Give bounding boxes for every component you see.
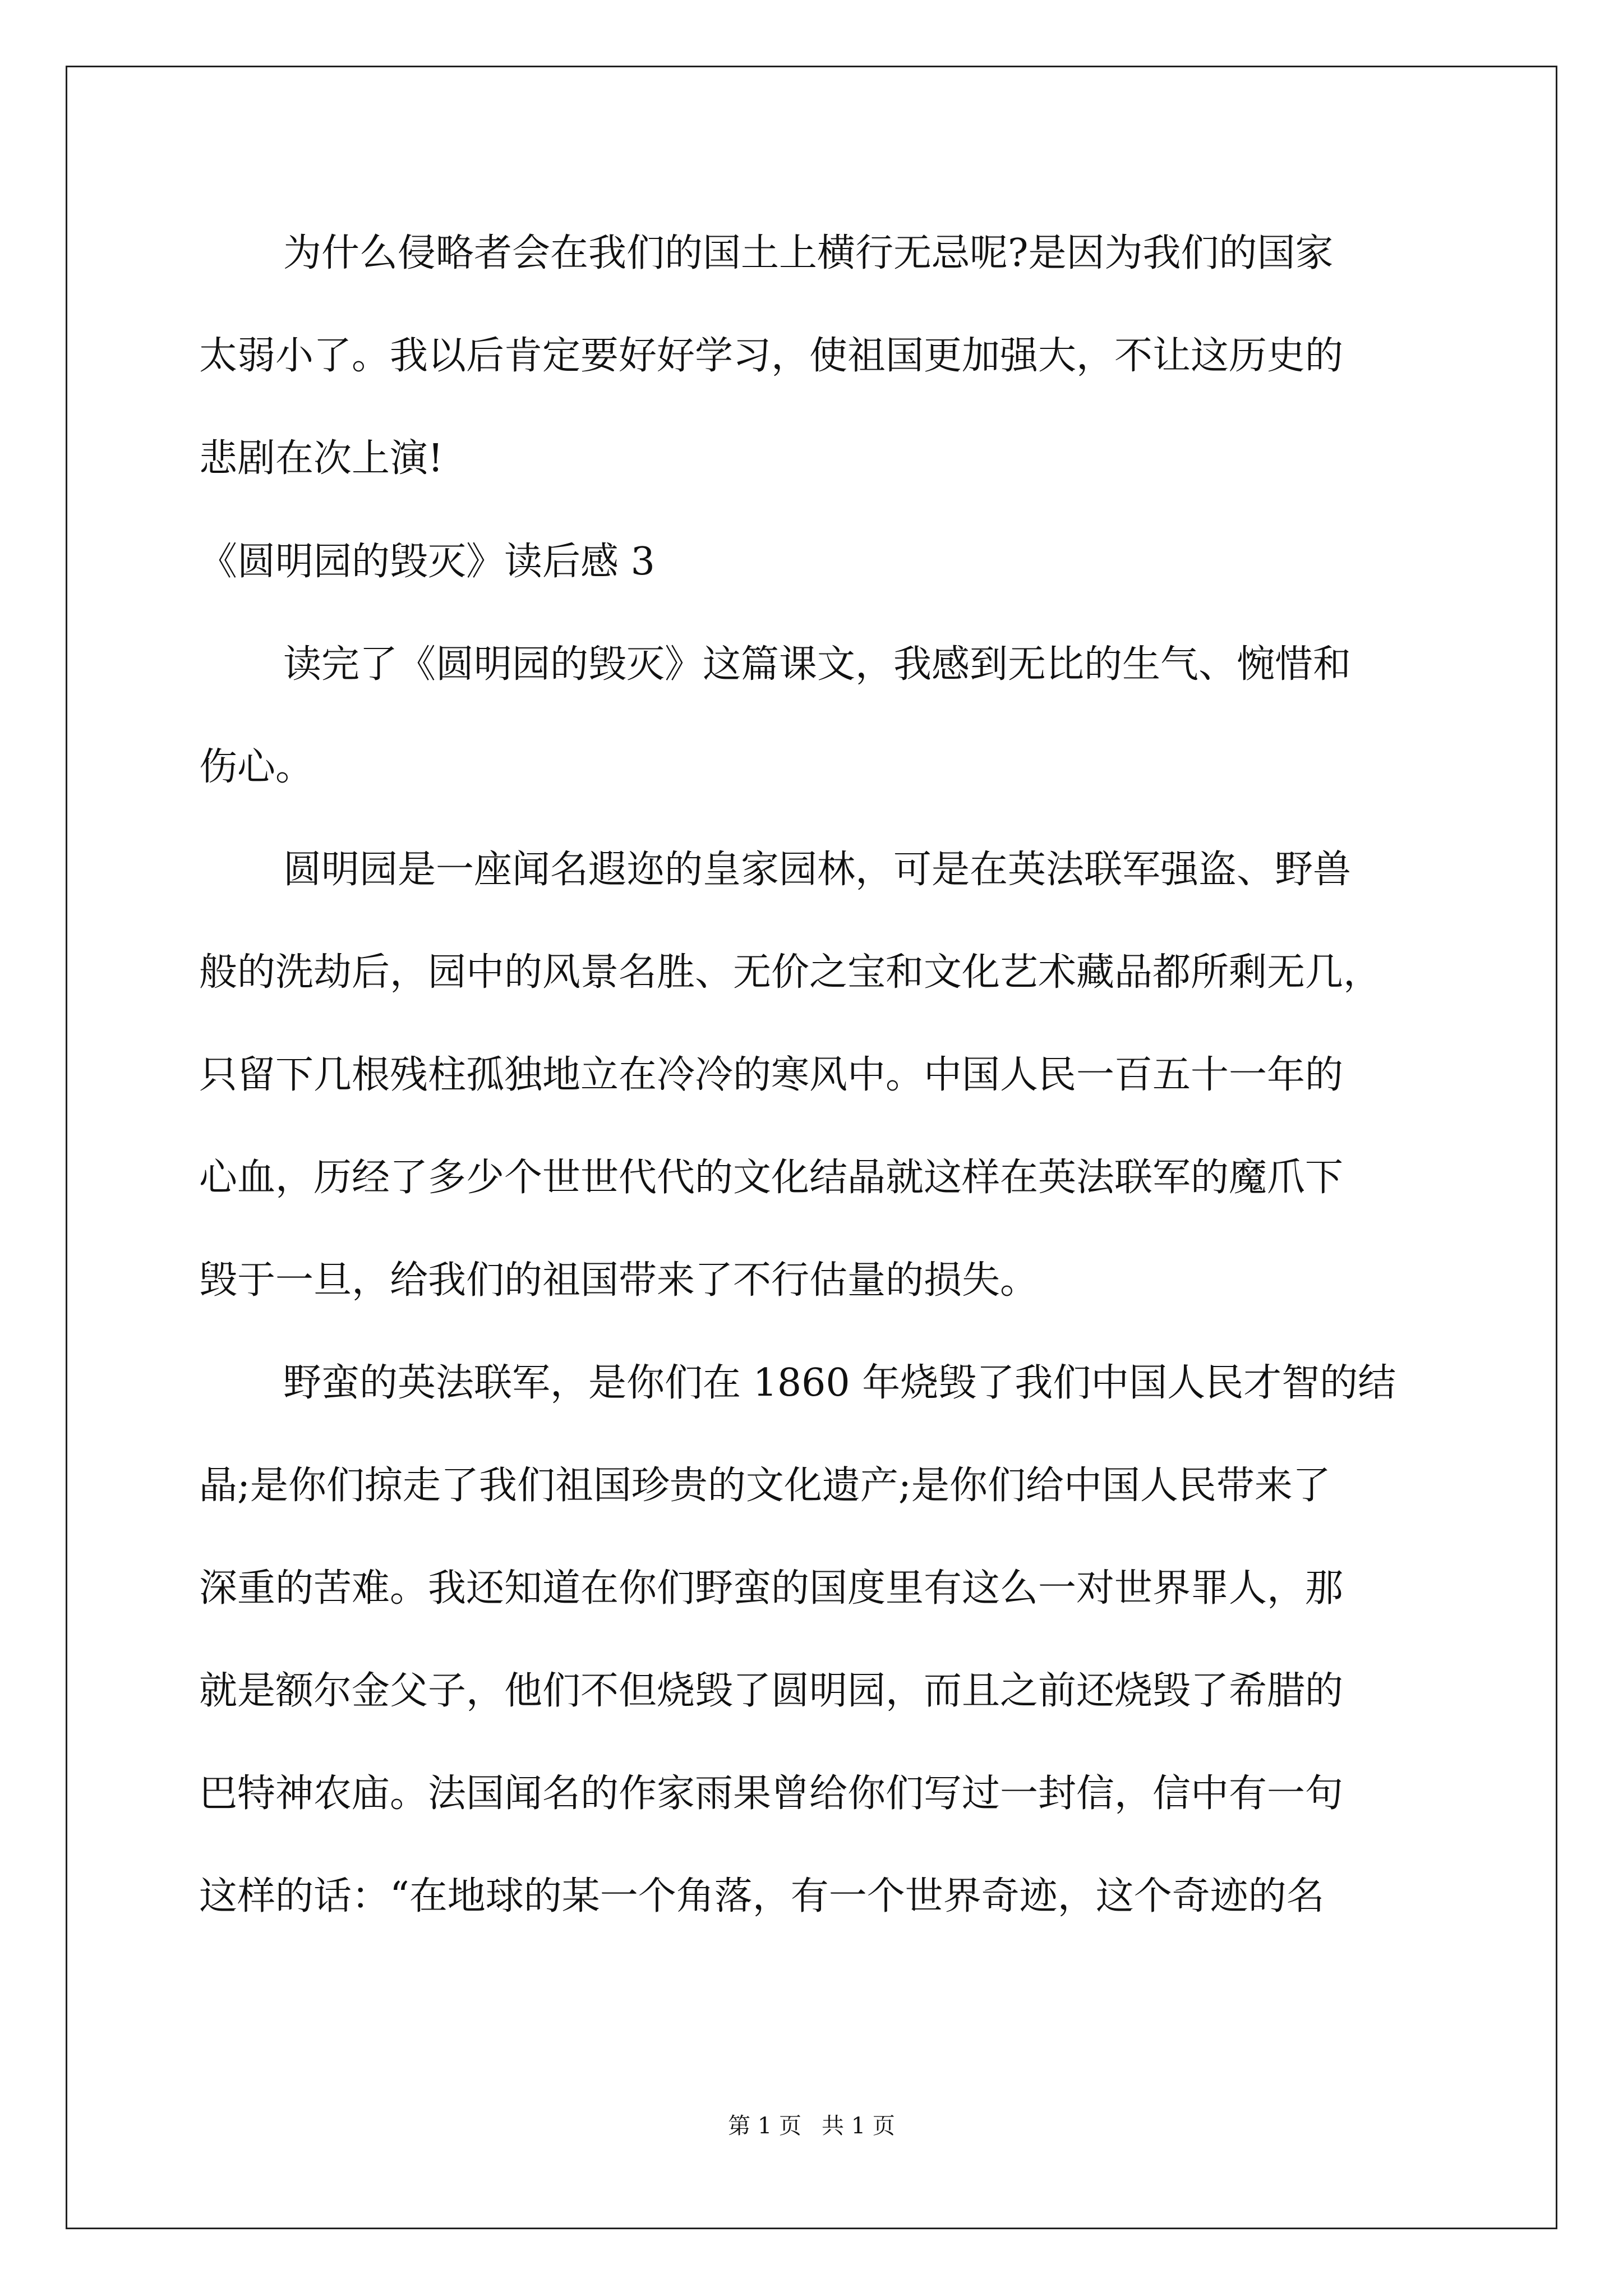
paragraph-line: 悲剧在次上演! [199, 436, 444, 481]
paragraph-line: 毁于一旦，给我们的祖国带来了不行估量的损失。 [199, 1258, 1039, 1303]
paragraph-line: 晶;是你们掠走了我们祖国珍贵的文化遗产;是你们给中国人民带来了 [199, 1464, 1331, 1508]
paragraph-line: 太弱小了。我以后肯定要好好学习，使祖国更加强大，不让这历史的 [199, 334, 1344, 378]
paragraph-line: 般的洗劫后，园中的风景名胜、无价之宝和文化艺术藏品都所剩无几， [199, 950, 1382, 995]
paragraph-line: 心血，历经了多少个世世代代的文化结晶就这样在英法联军的魔爪下 [199, 1156, 1344, 1200]
page-total: 共 1 页 [822, 2113, 895, 2139]
paragraph-line: 读完了《圆明园的毁灭》这篇课文，我感到无比的生气、惋惜和 [283, 642, 1352, 687]
paragraph-line: 巴特神农庙。法国闻名的作家雨果曾给你们写过一封信，信中有一句 [199, 1772, 1344, 1816]
paragraph-line: 这样的话：“在地球的某一个角落，有一个世界奇迹，这个奇迹的名 [199, 1874, 1325, 1918]
document-body [199, 208, 1433, 1916]
paragraph-line: 为什么侵略者会在我们的国土上横行无忌呢?是因为我们的国家 [283, 231, 1334, 275]
page-number: 第 1 页 [728, 2113, 801, 2139]
paragraph-line: 伤心。 [199, 745, 314, 789]
paragraph-line: 深重的苦难。我还知道在你们野蛮的国度里有这么一对世界罪人，那 [199, 1566, 1344, 1611]
paragraph-line: 就是额尔金父子，他们不但烧毁了圆明园，而且之前还烧毁了希腊的 [199, 1669, 1344, 1713]
section-heading: 《圆明园的毁灭》读后感 3 [199, 540, 655, 584]
page-footer [0, 2115, 1623, 2137]
paragraph-line: 圆明园是一座闻名遐迩的皇家园林，可是在英法联军强盗、野兽 [283, 848, 1352, 892]
paragraph-line: 野蛮的英法联军，是你们在 1860 年烧毁了我们中国人民才智的结 [283, 1361, 1396, 1405]
paragraph-line: 只留下几根残柱孤独地立在冷冷的寒风中。中国人民一百五十一年的 [199, 1053, 1344, 1097]
